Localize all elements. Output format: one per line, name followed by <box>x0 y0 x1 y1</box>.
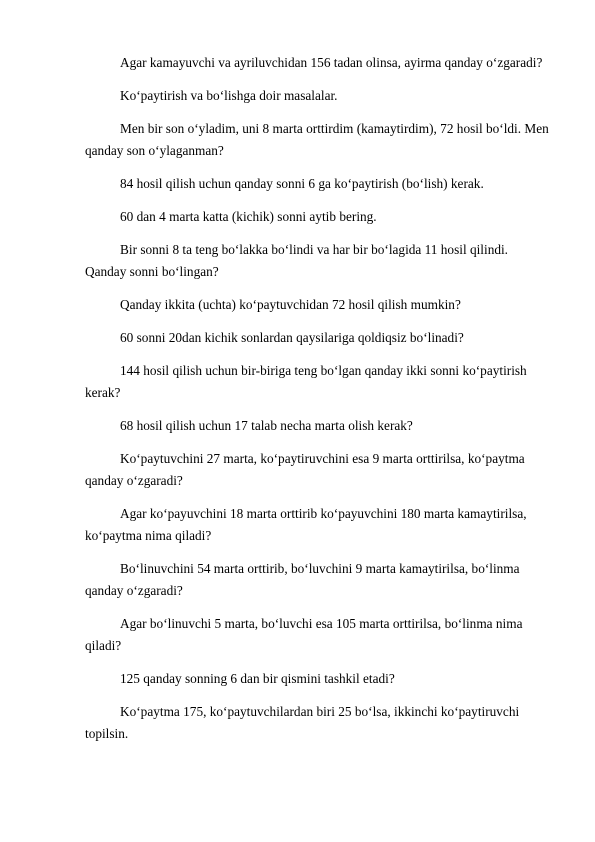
paragraph-4: 84 hosil qilish uchun qanday sonni 6 ga koʻpaytirish (boʻlish) kerak. <box>120 176 484 191</box>
paragraph-14: Agar boʻlinuvchi 5 marta, boʻluvchi esa 105 marta orttirilsa, boʻlinma nima qiladi? <box>85 616 523 653</box>
paragraph-16: Koʻpaytma 175, koʻpaytuvchilardan biri 25 boʻlsa, ikkinchi koʻpaytiruvchi topilsin. <box>85 704 520 741</box>
paragraph-2: Koʻpaytirish va boʻlishga doir masalalar. <box>120 88 338 103</box>
paragraph-7: Qanday ikkita (uchta) koʻpaytuvchidan 72 hosil qilish mumkin? <box>120 297 461 312</box>
paragraph-13: Boʻlinuvchini 54 marta orttirib, boʻluvchini 9 marta kamaytirilsa, boʻlinma qanday oʻzgaradi? <box>85 561 520 598</box>
paragraph-15: 125 qanday sonning 6 dan bir qismini tashkil etadi? <box>120 671 395 686</box>
paragraph-10: 68 hosil qilish uchun 17 talab necha marta olish kerak? <box>120 418 413 433</box>
paragraph-3: Men bir son oʻyladim, uni 8 marta orttirdim (kamaytirdim), 72 hosil boʻldi. Men qanday son oʻylaganman? <box>85 121 549 158</box>
paragraph-11: Koʻpaytuvchini 27 marta, koʻpaytiruvchini esa 9 marta orttirilsa, koʻpaytma qanday oʻzgaradi? <box>85 451 525 488</box>
document-page <box>85 52 550 756</box>
paragraph-6: Bir sonni 8 ta teng boʻlakka boʻlindi va har bir boʻlagida 11 hosil qilindi. Qanday sonni boʻlingan? <box>85 242 509 279</box>
paragraph-5: 60 dan 4 marta katta (kichik) sonni aytib bering. <box>120 209 377 224</box>
paragraph-1: Agar kamayuvchi va ayriluvchidan 156 tadan olinsa, ayirma qanday oʻzgaradi? <box>120 55 543 70</box>
paragraph-9: 144 hosil qilish uchun bir-biriga teng boʻlgan qanday ikki sonni koʻpaytirish kerak? <box>85 363 527 400</box>
paragraph-12: Agar koʻpayuvchini 18 marta orttirib koʻpayuvchini 180 marta kamaytirilsa, koʻpaytma nima qiladi? <box>85 506 527 543</box>
paragraph-8: 60 sonni 20dan kichik sonlardan qaysilariga qoldiqsiz boʻlinadi? <box>120 330 464 345</box>
